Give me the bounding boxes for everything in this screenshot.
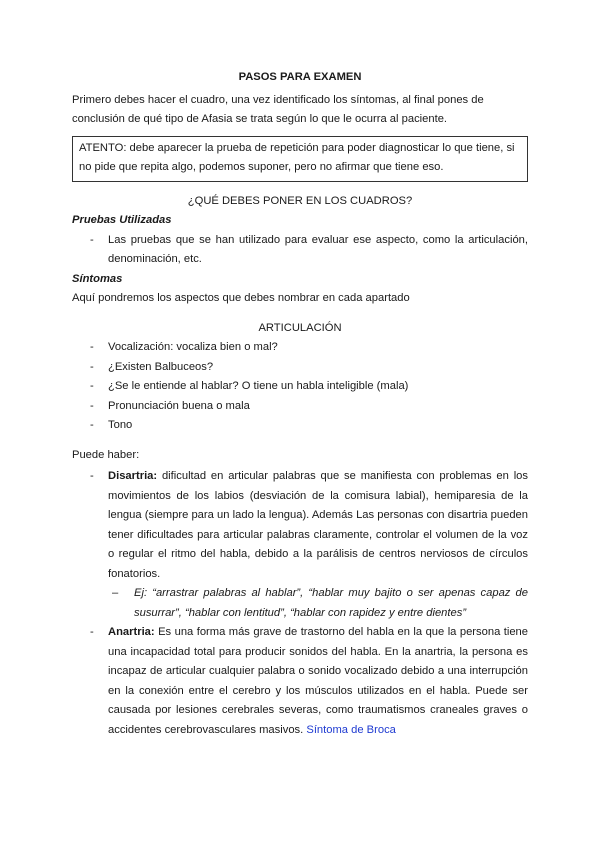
sintomas-text: Aquí pondremos los aspectos que debes nombrar en cada apartado [72, 292, 410, 304]
example-item: – Ej: “arrastrar palabras al hablar”, “hablar muy bajito o ser apenas capaz de susurrar”, “hablar con lentitud”, “hablar con rapidez y entre dientes” [108, 584, 528, 623]
anartria-item [72, 623, 528, 740]
section-question: ¿QUÉ DEBES PONER EN LOS CUADROS? [187, 194, 413, 207]
disorders-list [72, 467, 528, 740]
notice-box [72, 136, 528, 182]
articulacion-heading: ARTICULACIÓN [258, 321, 342, 334]
pruebas-list [72, 231, 528, 270]
intro-paragraph: Primero debes hacer el cuadro, una vez identificado los síntomas, al final pones de conclusión de qué tipo de Afasia se trata según lo que le ocurra al paciente. [72, 93, 484, 125]
sintomas-heading: Síntomas [72, 272, 123, 285]
disartria-item [72, 467, 528, 623]
disartria-text: dificultad en articular palabras que se manifiesta con problemas en los movimientos de los labios (desviación de la comisura labial), hemiparesia de la lengua (siempre para un lado la lengua). Además Las personas con disartria pueden tener dificultades para articular palabras claramente, controlar el volumen de la voz o regular el ritmo del habla, debido a la parálisis de centros nerviosos de círculos fonatorios. [108, 470, 528, 580]
list-item: - Vocalización: vocaliza bien o mal? [72, 338, 528, 358]
disartria-examples [108, 584, 528, 623]
list-item: - Las pruebas que se han utilizado para evaluar ese aspecto, como la articulación, denominación, etc. [72, 231, 528, 270]
articulacion-list [72, 338, 528, 436]
puede-haber-label: Puede haber: [72, 448, 140, 461]
notice-text: ATENTO: debe aparecer la prueba de repetición para poder diagnosticar lo que tiene, si no pide que repita algo, podemos suponer, pero no afirmar que tiene eso. [79, 141, 515, 173]
list-item: - ¿Se le entiende al hablar? O tiene un habla inteligible (mala) [72, 377, 528, 397]
list-item: - Tono [72, 416, 528, 436]
anartria-text: Es una forma más grave de trastorno del habla en la que la persona tiene una incapacidad total para producir sonidos del habla. En la anartria, la persona es incapaz de articular cualquier palabra o sonido vocalizado debido a una interrupción en la conexión entre el cerebro y los músculos utilizados en el habla. Puede ser causada por lesiones cerebrales severas, como traumatismos craneales graves o accidentes cerebrovasculares masivos. [108, 626, 528, 736]
broca-link[interactable]: Síntoma de Broca [306, 723, 396, 736]
list-item: - ¿Existen Balbuceos? [72, 358, 528, 378]
pruebas-heading: Pruebas Utilizadas [72, 214, 172, 226]
document-page [72, 66, 528, 740]
page-title: PASOS PARA EXAMEN [238, 71, 362, 83]
disartria-term: Disartria: [108, 470, 158, 482]
anartria-term: Anartria: [108, 626, 155, 638]
list-item: - Pronunciación buena o mala [72, 397, 528, 417]
